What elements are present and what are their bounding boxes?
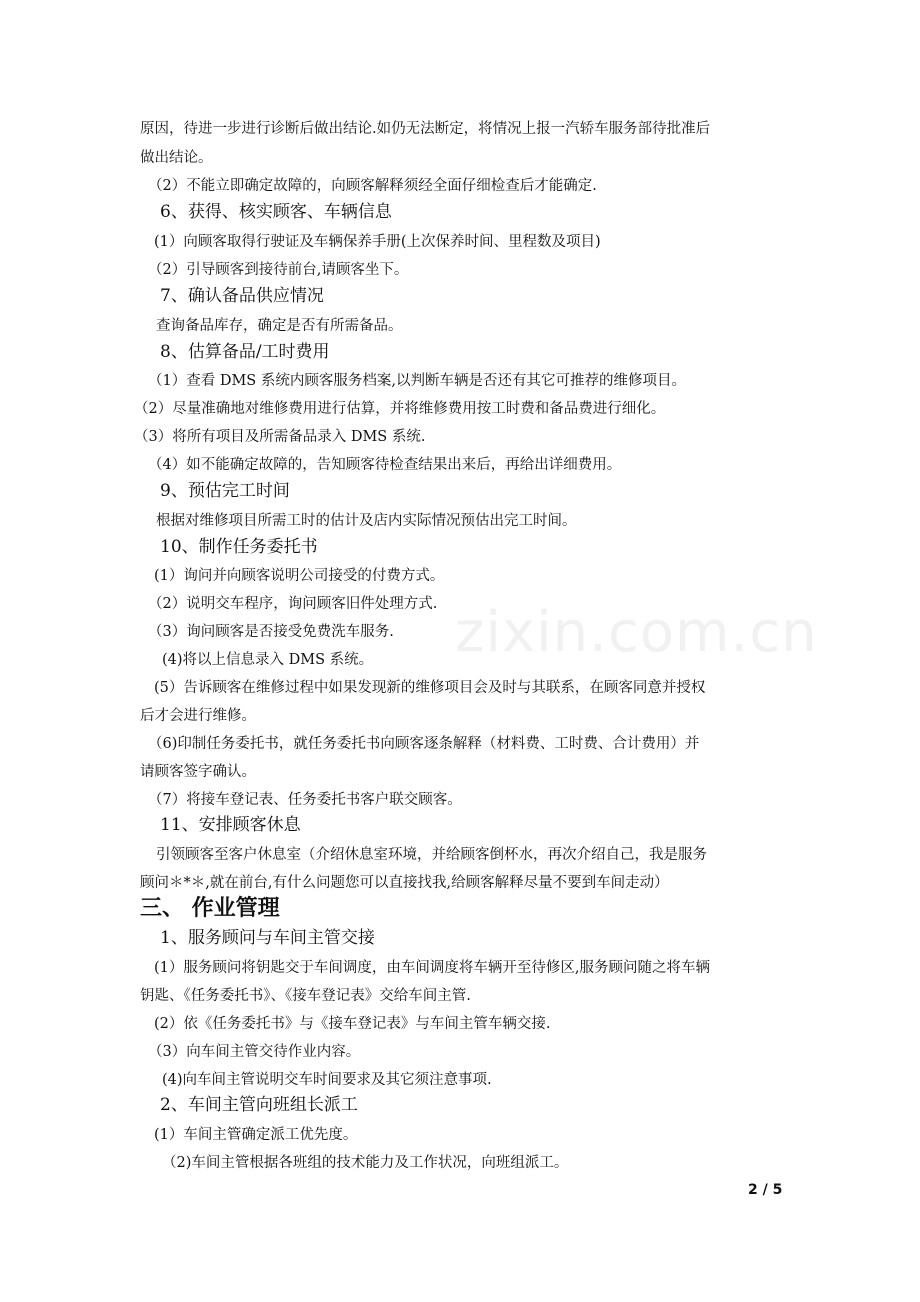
list-item: （1）查看 DMS 系统内顾客服务档案,以判断车辆是否还有其它可推荐的维修项目。 [148,373,686,389]
section-heading: 2、车间主管向班组长派工 [160,1095,358,1115]
list-item: (1）服务顾问将钥匙交于车间调度，由车间调度将车辆开至待修区,服务顾问随之将车辆 [154,960,710,976]
watermark: zixin.com.cn [455,600,818,665]
list-item: （6)印制任务委托书，就任务委托书向顾客逐条解释（材料费、工时费、合计费用）并 [148,736,700,752]
list-item: (5）告诉顾客在维修过程中如果发现新的维修项目会及时与其联系，在顾客同意并授权 [154,680,706,696]
paragraph-line: 引领顾客至客户休息室（介绍休息室环境，并给顾客倒杯水，再次介绍自己，我是服务 [156,847,707,863]
list-item: （2）不能立即确定故障的，向顾客解释须经全面仔细检查后才能确定. [148,178,597,194]
paragraph-line: 做出结论。 [140,150,213,166]
section-heading: 1、服务顾问与车间主管交接 [160,928,375,948]
list-item: (1）向顾客取得行驶证及车辆保养手册(上次保养时间、里程数及项目) [154,234,601,250]
list-item: （2)车间主管根据各班组的技术能力及工作状况，向班组派工。 [162,1155,569,1171]
list-item: (4)向车间主管说明交车时间要求及其它须注意事项. [162,1072,492,1088]
list-item: （2）说明交车程序，询问顾客旧件处理方式. [148,596,438,612]
list-item: （3）向车间主管交待作业内容。 [148,1044,361,1060]
list-item: （2）引导顾客到接待前台,请顾客坐下。 [148,262,409,278]
section-heading: 9、预估完工时间 [160,481,290,501]
list-item: （4）如不能确定故障的，告知顾客待检查结果出来后，再给出详细费用。 [148,457,622,473]
list-item: (4)将以上信息录入 DMS 系统。 [162,652,374,668]
list-item: （7）将接车登记表、任务委托书客户联交顾客。 [148,792,462,808]
section-heading: 11、安排顾客休息 [160,815,301,835]
section-heading: 8、估算备品/工时费用 [160,342,330,362]
section-heading: 10、制作任务委托书 [160,537,318,557]
list-item: (1）车间主管确定派工优先度。 [154,1127,358,1143]
paragraph-line: 后才会进行维修。 [140,708,256,724]
paragraph-line: 请顾客签字确认。 [140,764,256,780]
paragraph-line: 钥匙、《任务委托书》、《接车登记表》交给车间主管. [140,988,471,1004]
list-item: (1）询问并向顾客说明公司接受的付费方式。 [154,568,445,584]
paragraph-line: 查询备品库存，确定是否有所需备品。 [156,318,403,334]
chapter-heading: 三、 作业管理 [140,895,280,921]
section-heading: 6、获得、核实顾客、车辆信息 [160,202,392,222]
paragraph-line: 原因，待进一步进行诊断后做出结论.如仍无法断定，将情况上报一汽轿车服务部待批准后 [140,121,711,137]
page-number: 2 / 5 [748,1182,783,1198]
paragraph-line: 顾问＊*＊,就在前台,有什么问题您可以直接找我,给顾客解释尽量不要到车间走动） [140,875,669,891]
list-item: （3）询问顾客是否接受免费洗车服务. [148,624,394,640]
list-item: （2）尽量准确地对维修费用进行估算，并将维修费用按工时费和备品费进行细化。 [134,401,666,417]
paragraph-line: 根据对维修项目所需工时的估计及店内实际情况预估出完工时间。 [156,513,577,529]
list-item: （3）将所有项目及所需备品录入 DMS 系统. [134,429,426,445]
section-heading: 7、确认备品供应情况 [160,286,324,306]
list-item: (2）依《任务委托书》与《接车登记表》与车间主管车辆交接. [154,1016,551,1032]
